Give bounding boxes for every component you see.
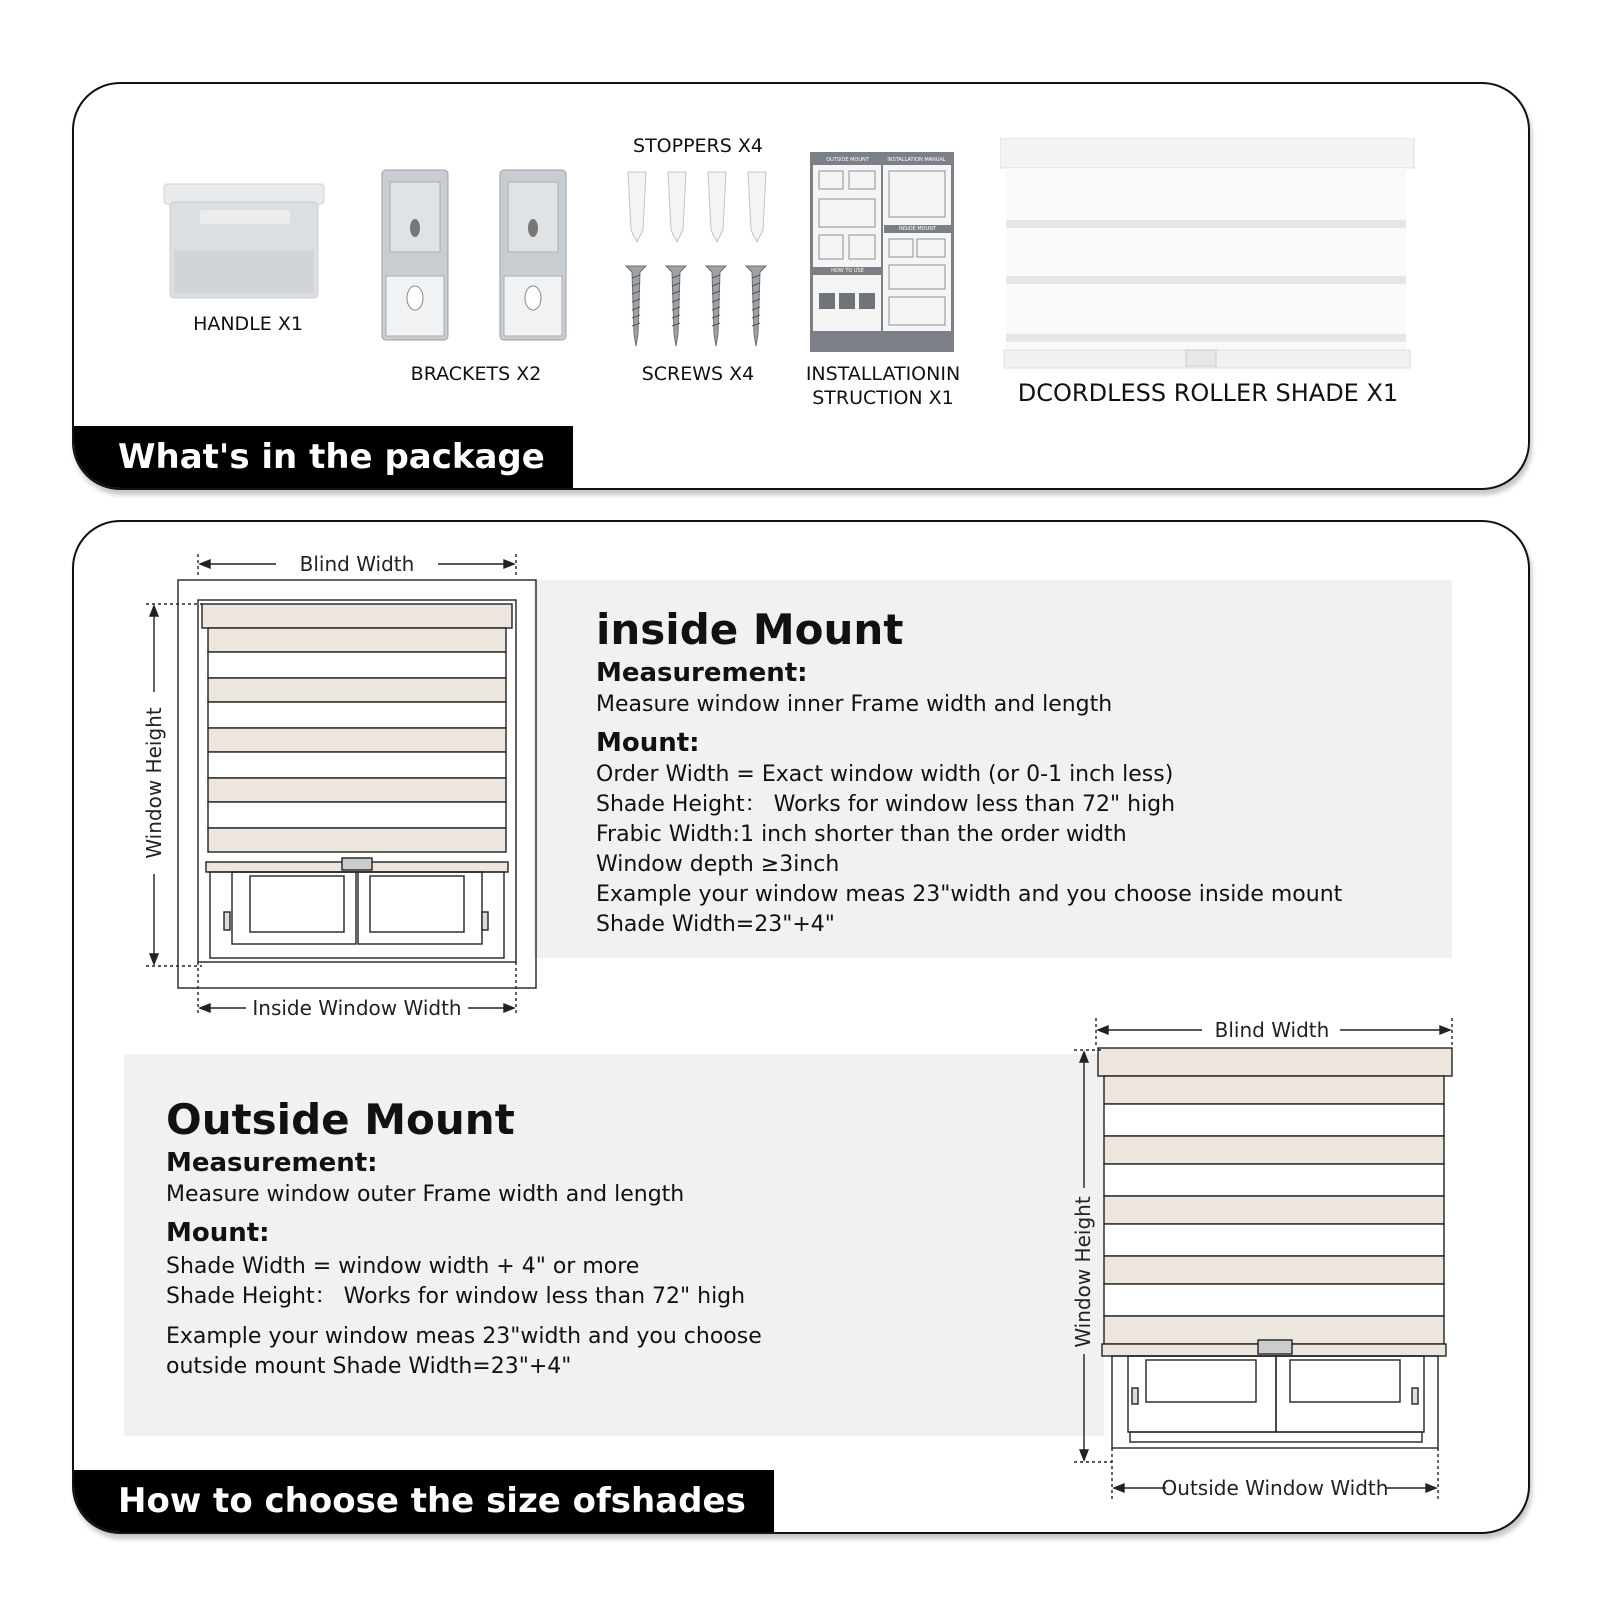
outside-mount-text [166,1094,762,1382]
outside-mount-diagram [1068,1008,1488,1514]
manual-installation-heading: INSTALLATION MANUAL [887,157,946,163]
manual-label-line2: STRUCTION X1 [812,387,954,409]
outside-mount-line: outside mount Shade Width=23"+4" [166,1354,572,1379]
inside-mount-line: Window depth ≥3inch [596,852,840,877]
stoppers-icon [622,164,782,248]
inside-window-width-label: Inside Window Width [252,996,462,1020]
inside-measurement-label: Measurement: [596,658,808,688]
outside-window-width-label: Outside Window Width [1161,1476,1389,1500]
inside-mount-line: Frabic Width:1 inch shorter than the order width [596,822,1127,847]
size-guide-panel [72,520,1530,1534]
inside-mount-line: Example your window meas 23"width and you choose inside mount [596,882,1343,907]
outside-mount-line: Shade Width = window width + 4" or more [166,1254,640,1279]
outside-mount-label: Mount: [166,1218,270,1248]
inside-mount-text [596,604,1342,940]
outside-mount-line: Shade Height： Works for window less than 72" high [166,1284,746,1309]
outside-blind-width-label: Blind Width [1214,1018,1330,1042]
bracket-icon [376,166,456,346]
brackets-label: BRACKETS X2 [410,363,542,385]
outside-measurement-label: Measurement: [166,1148,378,1178]
screws-icon [622,264,782,348]
handle-icon [160,180,330,310]
stoppers-label: STOPPERS X4 [633,135,763,157]
manual-label-line1: INSTALLATIONIN [805,363,961,385]
inside-blind-width-label: Blind Width [299,552,415,576]
screws-label: SCREWS X4 [641,363,755,385]
manual-icon [810,152,954,352]
inside-mount-label: Mount: [596,728,700,758]
handle-label: HANDLE X1 [193,313,303,335]
manual-how-heading: HOW TO USE [831,268,864,274]
outside-window-height-label: Window Height [1071,1196,1095,1348]
outside-measurement-text: Measure window outer Frame width and length [166,1182,685,1207]
manual-outside-heading: OUTSIDE MOUNT [826,157,869,163]
outside-mount-line: Example your window meas 23"width and you choose [166,1324,762,1349]
outside-mount-title: Outside Mount [166,1095,515,1144]
manual-inside-heading: INSIDE MOUNT [898,226,937,232]
package-heading: What's in the package [74,426,573,488]
inside-window-height-label: Window Height [142,707,166,859]
inside-mount-line: Shade Height： Works for window less than 72" high [596,792,1176,817]
inside-mount-diagram [126,542,546,1022]
inside-mount-title: inside Mount [596,605,904,654]
bracket-icon [494,166,574,346]
inside-mount-line: Shade Width=23"+4" [596,912,835,937]
roller-shade-icon [1000,138,1416,374]
inside-measurement-text: Measure window inner Frame width and length [596,692,1113,717]
package-panel [72,82,1530,490]
size-guide-heading: How to choose the size ofshades [74,1470,774,1532]
inside-mount-line: Order Width = Exact window width (or 0-1 inch less) [596,762,1174,787]
roller-shade-label: DCORDLESS ROLLER SHADE X1 [1017,379,1399,407]
